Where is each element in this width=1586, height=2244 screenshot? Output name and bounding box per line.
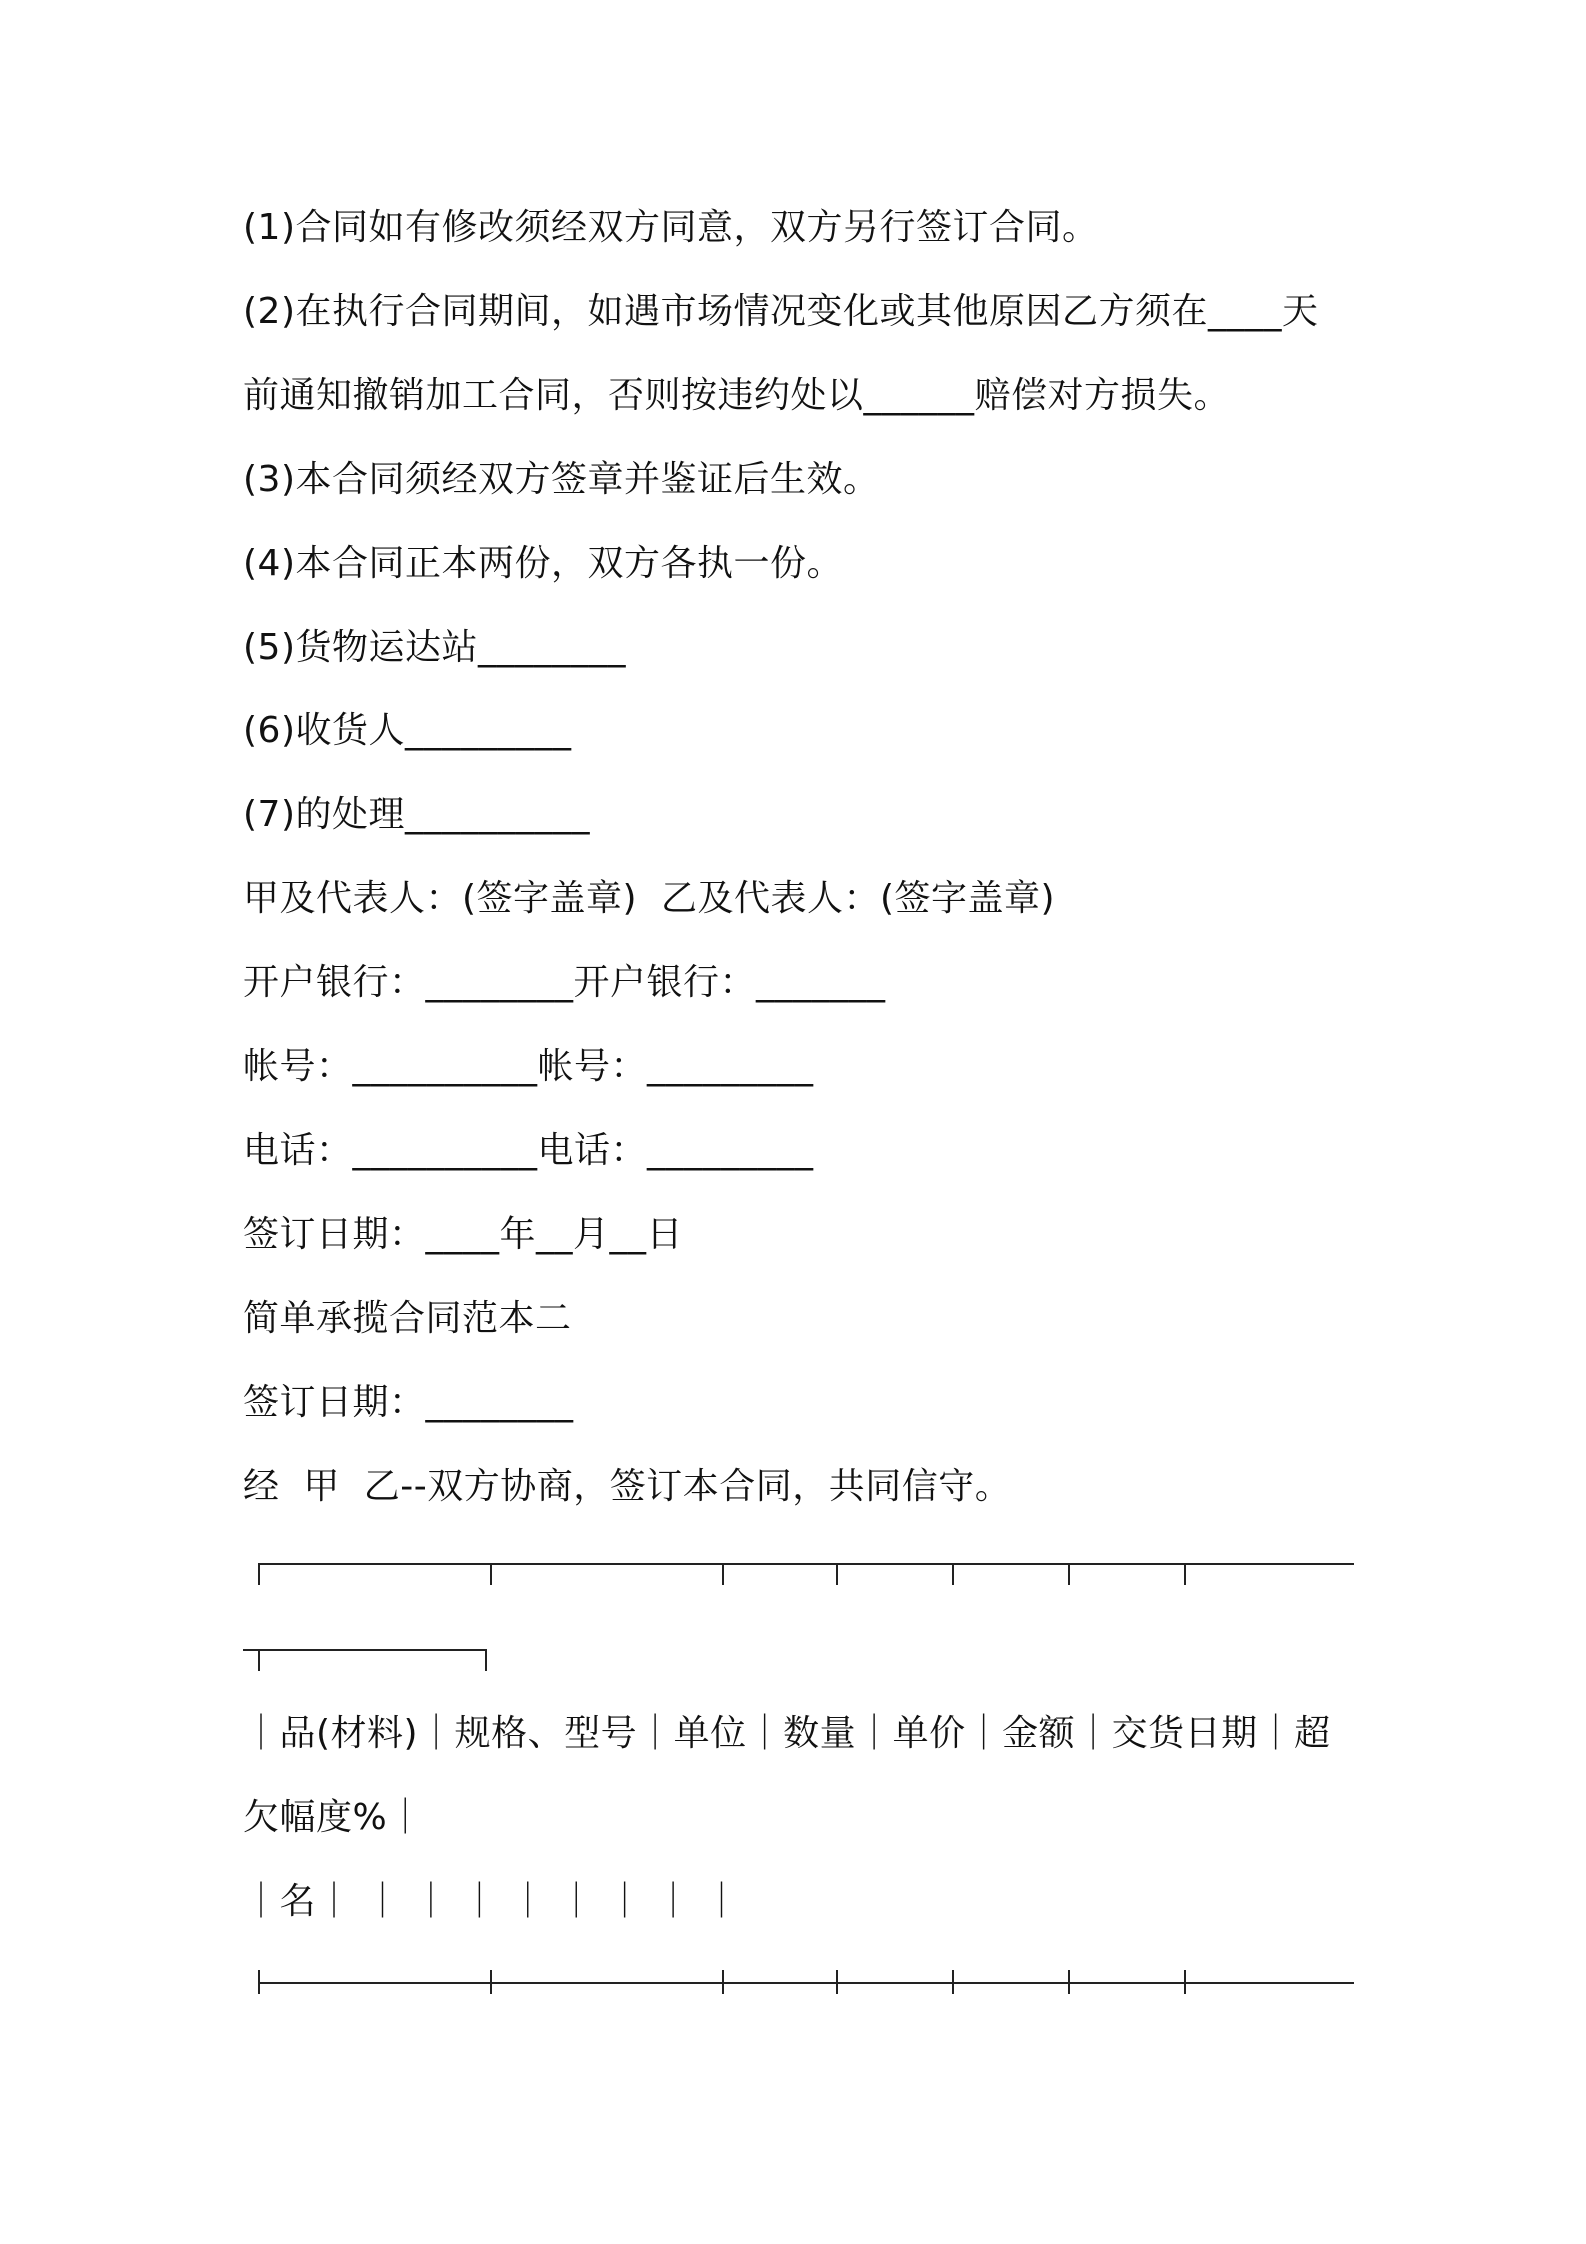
- clause-4: (4)本合同正本两份，双方各执一份。: [243, 543, 843, 584]
- clause-2-line-2: 前通知撤销加工合同，否则按违约处以______赔偿对方损失。: [243, 375, 1231, 416]
- clause-5: (5)货物运达站________: [243, 627, 626, 668]
- clause-1: (1)合同如有修改须经双方同意，双方另行签订合同。: [243, 207, 1099, 248]
- account-fields: 帐号：__________帐号：_________: [243, 1046, 814, 1087]
- contract-2-date: 签订日期：________: [243, 1382, 574, 1423]
- table-name-row: ｜名｜ ｜ ｜ ｜ ｜ ｜ ｜ ｜ ｜: [243, 1881, 741, 1922]
- contract-2-title: 简单承揽合同范本二: [243, 1298, 572, 1339]
- phone-fields: 电话：__________电话：_________: [243, 1130, 814, 1171]
- contract-2-intro: 经 甲 乙--双方协商，签订本合同，共同信守。: [243, 1466, 1012, 1507]
- clause-7: (7)的处理__________: [243, 794, 590, 835]
- signing-date: 签订日期：____年__月__日: [243, 1214, 684, 1255]
- bank-fields: 开户银行：________开户银行：_______: [243, 962, 886, 1003]
- clause-2-line-1: (2)在执行合同期间，如遇市场情况变化或其他原因乙方须在____天: [243, 291, 1319, 332]
- table-header-row-wrap: 欠幅度%｜: [243, 1797, 424, 1838]
- table-header-row: ｜品(材料)｜规格、型号｜单位｜数量｜单价｜金额｜交货日期｜超: [243, 1713, 1331, 1754]
- clause-3: (3)本合同须经双方签章并鉴证后生效。: [243, 459, 880, 500]
- clause-6: (6)收货人_________: [243, 710, 572, 751]
- signature-parties: 甲及代表人：(签字盖章) 乙及代表人：(签字盖章): [243, 878, 1056, 919]
